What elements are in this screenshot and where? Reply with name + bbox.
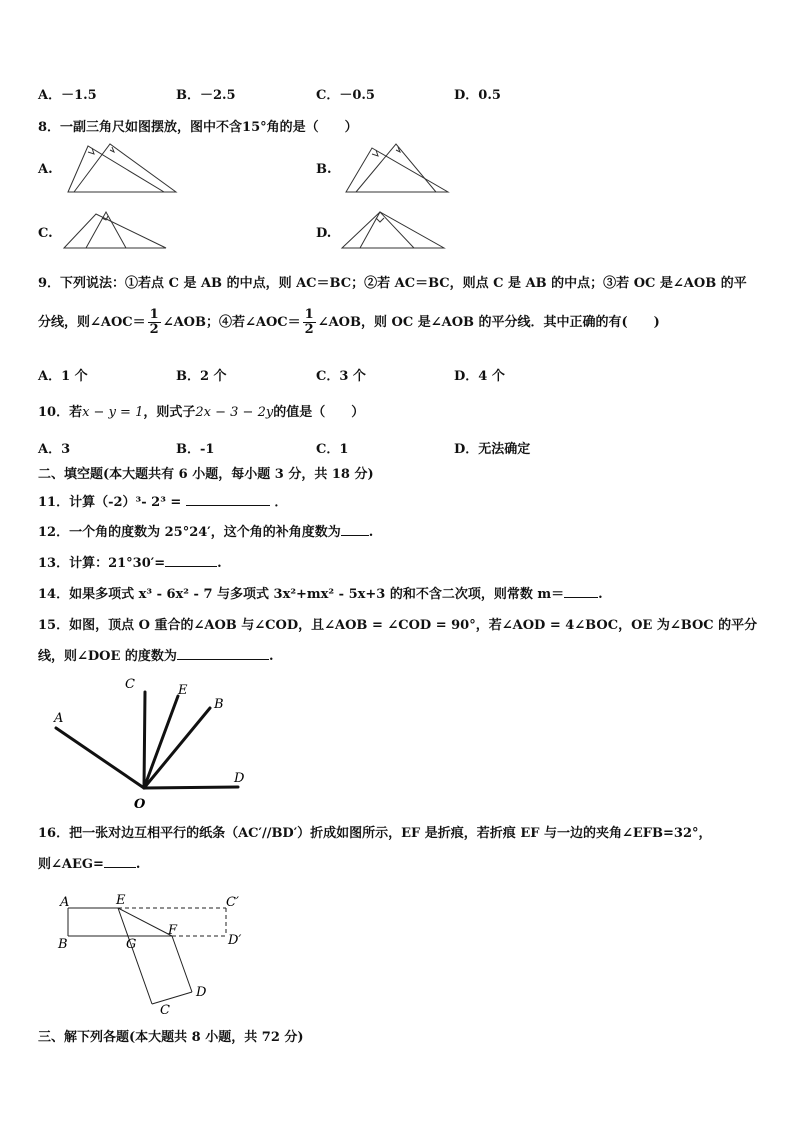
q10-part-a: 10．若 [38,405,83,420]
q9-line1: 9．下列说法：①若点 C 是 AB 的中点，则 AC＝BC；②若 AC＝BC，则点 C 是 AB 的中点；③若 OC 是∠AOB 的平 [38,276,747,291]
q10-option-d: D．无法确定 [454,442,531,457]
q16-label-d-prime: D′ [228,933,242,948]
q8-figure-c [62,208,170,252]
q16-line1: 16．把一张对边互相平行的纸条（AC′//BD′）折成如图所示，EF 是折痕，若折痕 EF 与一边的夹角∠EFB=32°， [38,826,712,841]
q11-text: 11．计算（-2）³- 2³ = [38,495,182,510]
q8-label-b: B. [316,162,332,177]
q16-label-f: F [168,923,178,938]
q7-option-d: D．0.5 [454,88,501,103]
q10-stem [38,401,364,420]
q16-label-d: D [196,985,207,1000]
q15-line2-text: 线，则∠DOE 的度数为 [38,649,177,664]
q8-label-d: D. [316,226,332,241]
q9-fraction-2-num: 1 [304,307,314,322]
q7-option-c: C．－0.5 [316,88,375,103]
q9-option-c: C．3 个 [316,369,366,384]
q7-option-b: B．－2.5 [176,88,236,103]
q16-label-c-prime: C′ [226,895,239,910]
q9-line2-part-b: ∠AOB；④若∠AOC＝ [162,315,301,330]
q10-option-a: A．3 [38,442,71,457]
q9-option-b: B．2 个 [176,369,227,384]
q16-label-b: B [58,937,68,952]
q10-option-b: B．-1 [176,442,215,457]
q8-figure-b [342,140,454,196]
q11 [38,491,287,510]
q12-answer-blank[interactable] [341,523,369,536]
q15-label-a: A [54,711,64,726]
q14 [38,583,603,602]
q13-answer-blank[interactable] [165,554,217,567]
q7-option-a: A．－1.5 [38,88,97,103]
q10-option-c: C．1 [316,442,349,457]
q8-label-a: A. [38,162,53,177]
folded-edge-ec [118,908,152,1004]
q9-option-a: A．1 个 [38,369,88,384]
q11-answer-blank[interactable] [186,493,270,506]
q16-label-g: G [126,937,137,952]
q16-label-c: C [160,1003,170,1018]
q15-line2 [38,645,273,664]
q10-equation-1: x − y = 1 [82,405,144,420]
q15-label-o: O [134,797,146,812]
q15-label-e: E [178,683,188,698]
q9-fraction-1-den: 2 [149,322,159,337]
q15-answer-blank[interactable] [177,647,269,660]
ray-oe [144,696,178,788]
q9-fraction-2-den: 2 [304,322,314,337]
q14-end: . [598,587,603,602]
q9-option-d: D．4 个 [454,369,505,384]
q16-line2-text: 则∠AEG= [38,857,104,872]
ray-oc [144,692,145,788]
q16-label-a: A [60,895,70,910]
q16-fold-figure [56,890,256,1020]
q12-text: 12．一个角的度数为 25°24′，这个角的补角度数为 [38,525,341,540]
ray-od [144,787,238,788]
q13 [38,552,222,571]
q9-fraction-1 [148,308,161,337]
q8-label-c: C. [38,226,53,241]
q8-figure-d [340,208,448,252]
q8-stem: 8．一副三角尺如图摆放，图中不含15°角的是（ ） [38,120,358,135]
q9-line2 [38,308,660,337]
q15-label-d: D [234,771,245,786]
q9-fraction-2 [303,308,316,337]
ray-oa [56,728,144,788]
q10-part-c: 的值是（ ） [273,405,365,420]
q16-label-e: E [116,893,126,908]
q15-line1: 15．如图，顶点 O 重合的∠AOB 与∠COD，且∠AOB = ∠COD = 90°，若∠AOD = 4∠BOC，OE 为∠BOC 的平分 [38,618,758,633]
q12 [38,521,373,540]
q15-angle-figure [48,672,268,812]
q9-fraction-1-num: 1 [149,307,159,322]
q8-figure-a [64,140,180,196]
q14-answer-blank[interactable] [564,585,598,598]
q16-end: . [135,857,141,872]
q13-end: . [217,556,222,571]
q10-part-b: ，则式子 [143,405,196,420]
q14-text: 14．如果多项式 x³ - 6x² - 7 与多项式 3x²+mx² - 5x+3 的和不含二次项，则常数 m＝ [38,587,565,602]
q9-line2-part-c: ∠AOB，则 OC 是∠AOB 的平分线．其中正确的有( ) [317,315,660,330]
q9-line2-part-a: 分线，则∠AOC＝ [38,315,146,330]
q12-end: . [368,525,374,540]
q10-equation-2: 2x − 3 − 2y [195,405,274,420]
ray-ob [144,708,210,788]
q13-text: 13．计算：21°30′= [38,556,166,571]
q16-answer-blank[interactable] [104,855,136,868]
q15-label-c: C [125,677,135,692]
q11-end: ． [274,495,288,510]
section3-heading: 三、解下列各题(本大题共 8 小题，共 72 分) [38,1030,304,1045]
q16-line2 [38,853,140,872]
q15-end: . [268,649,274,664]
section2-heading: 二、填空题(本大题共有 6 小题，每小题 3 分，共 18 分) [38,467,374,482]
q15-label-b: B [214,697,224,712]
